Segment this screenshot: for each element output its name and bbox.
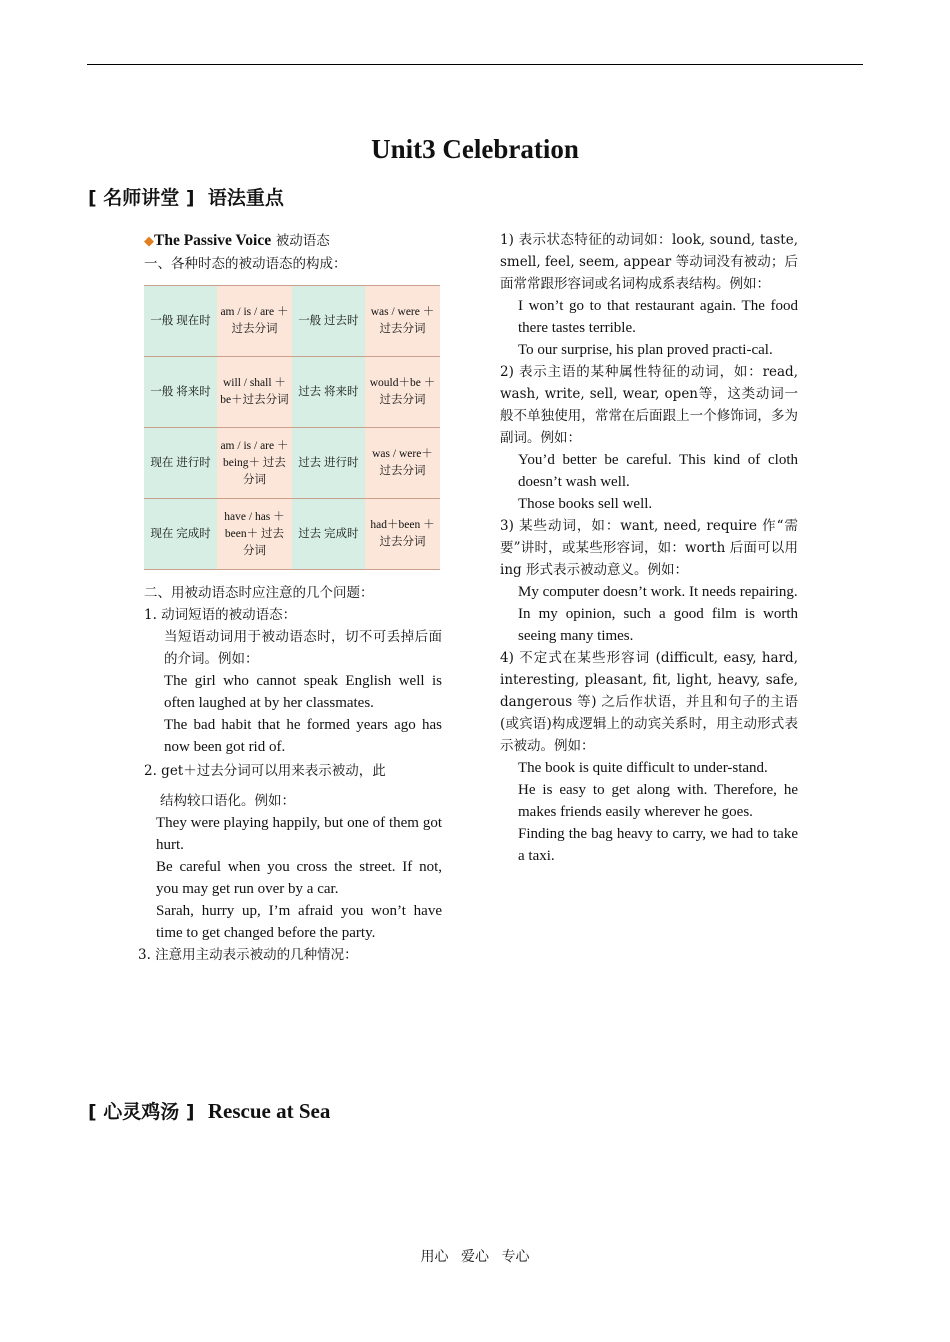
section-heading-grammar [88,183,284,210]
page-title: Unit3 Celebration [371,134,579,164]
page-footer: 用心 爱心 专心 [420,1249,530,1265]
table-cell-form: was / were＋过去分词 [365,428,440,499]
example-text: Sarah, hurry up, I’m afraid you won’t have time to get changed before the party. [156,903,442,941]
table-cell-label: 现在 进行时 [144,428,217,499]
example-text: The bad habit that he formed years ago has now been got rid of. [164,717,442,755]
section-bracket-label: [ 名师讲堂 ] [88,187,195,209]
passive-title-en: The Passive Voice [154,232,272,249]
table-row [144,286,440,357]
example-text: The girl who cannot speak English well is often laughed at by her classmates. [164,673,442,711]
header-rule [87,64,863,65]
table-cell-label: 过去 进行时 [292,428,365,499]
section-heading-text: 语法重点 [207,187,284,209]
rule-3-text: 3) 某些动词，如：want, need, require 作“需要”讲时，或某些形容词，如：worth 后面可以用 ing 形式表示被动意义。例如： [500,518,798,578]
table-cell-form: had＋been ＋过去分词 [365,499,440,570]
rule-2-text: 2) 表示主语的某种属性特征的动词，如：read, wash, write, sell, wear, open等，这类动词一般不单独使用，常常在后面跟上一个修饰词，多为副词。例如： [500,364,798,446]
passive-title-cn: 被动语态 [275,233,330,249]
table-row [144,357,440,428]
rule-4-text: 4) 不定式在某些形容词 (difficult, easy, hard, interesting, pleasant, fit, light, heavy, safe, dangerous 等) 之后作状语，并且和句子的主语(或宾语)构成逻辑上的动宾关系时，用主动形式表示被动。例如： [500,650,798,754]
subheading-forms: 一、各种时态的被动语态的构成： [144,256,347,272]
table-cell-label: 过去 将来时 [292,357,365,428]
table-cell-form: would＋be ＋过去分词 [365,357,440,428]
note-3-heading: 3. 注意用主动表示被动的几种情况： [138,947,358,963]
example-text: The book is quite difficult to under-stand. [518,760,768,776]
example-text: I won’t go to that restaurant again. The food there tastes terrible. [518,298,798,336]
table-cell-label: 一般 现在时 [144,286,217,357]
example-text: He is easy to get along with. Therefore, he makes friends easily wherever he goes. [518,782,798,820]
section-heading-text: Rescue at Sea [207,1099,331,1123]
note-1-text: 当短语动词用于被动语态时，切不可丢掉后面的介词。例如： [164,629,442,667]
note-2-text: 结构较口语化。例如： [160,793,295,809]
example-text: They were playing happily, but one of them got hurt. [156,815,442,853]
example-text: Finding the bag heavy to carry, we had to take a taxi. [518,826,798,864]
subheading-notes: 二、用被动语态时应注意的几个问题： [144,585,374,601]
rule-1-text: 1) 表示状态特征的动词如：look, sound, taste, smell, feel, seem, appear 等动词没有被动；后面常常跟形容词或名词构成系表结构。例如： [500,232,798,292]
example-text: You’d better be careful. This kind of cloth doesn’t wash well. [518,452,798,490]
left-column [138,230,442,966]
note-2-heading: 2. get＋过去分词可以用来表示被动，此 [144,763,386,779]
table-cell-form: have / has ＋been＋ 过去分词 [217,499,292,570]
table-cell-form: am / is / are ＋being＋ 过去分词 [217,428,292,499]
table-cell-label: 过去 完成时 [292,499,365,570]
example-text: Be careful when you cross the street. If not, you may get run over by a car. [156,859,442,897]
tense-table [144,285,440,570]
example-text: To our surprise, his plan proved practi-cal. [518,342,773,358]
example-text: Those books sell well. [518,496,653,512]
note-1-heading: 1. 动词短语的被动语态： [144,607,297,623]
table-row [144,428,440,499]
table-cell-form: am / is / are ＋过去分词 [217,286,292,357]
section-bracket-label: [ 心灵鸡汤 ] [88,1101,195,1123]
table-cell-label: 一般 将来时 [144,357,217,428]
table-cell-label: 现在 完成时 [144,499,217,570]
table-cell-label: 一般 过去时 [292,286,365,357]
section-heading-story [88,1097,330,1124]
example-text: In my opinion, such a good film is worth seeing many times. [518,606,798,644]
table-cell-form: was / were ＋过去分词 [365,286,440,357]
example-text: My computer doesn’t work. It needs repairing. [518,584,798,600]
table-cell-form: will / shall ＋be＋过去分词 [217,357,292,428]
right-column [500,229,798,867]
table-row [144,499,440,570]
diamond-bullet-icon: ◆ [144,234,154,249]
